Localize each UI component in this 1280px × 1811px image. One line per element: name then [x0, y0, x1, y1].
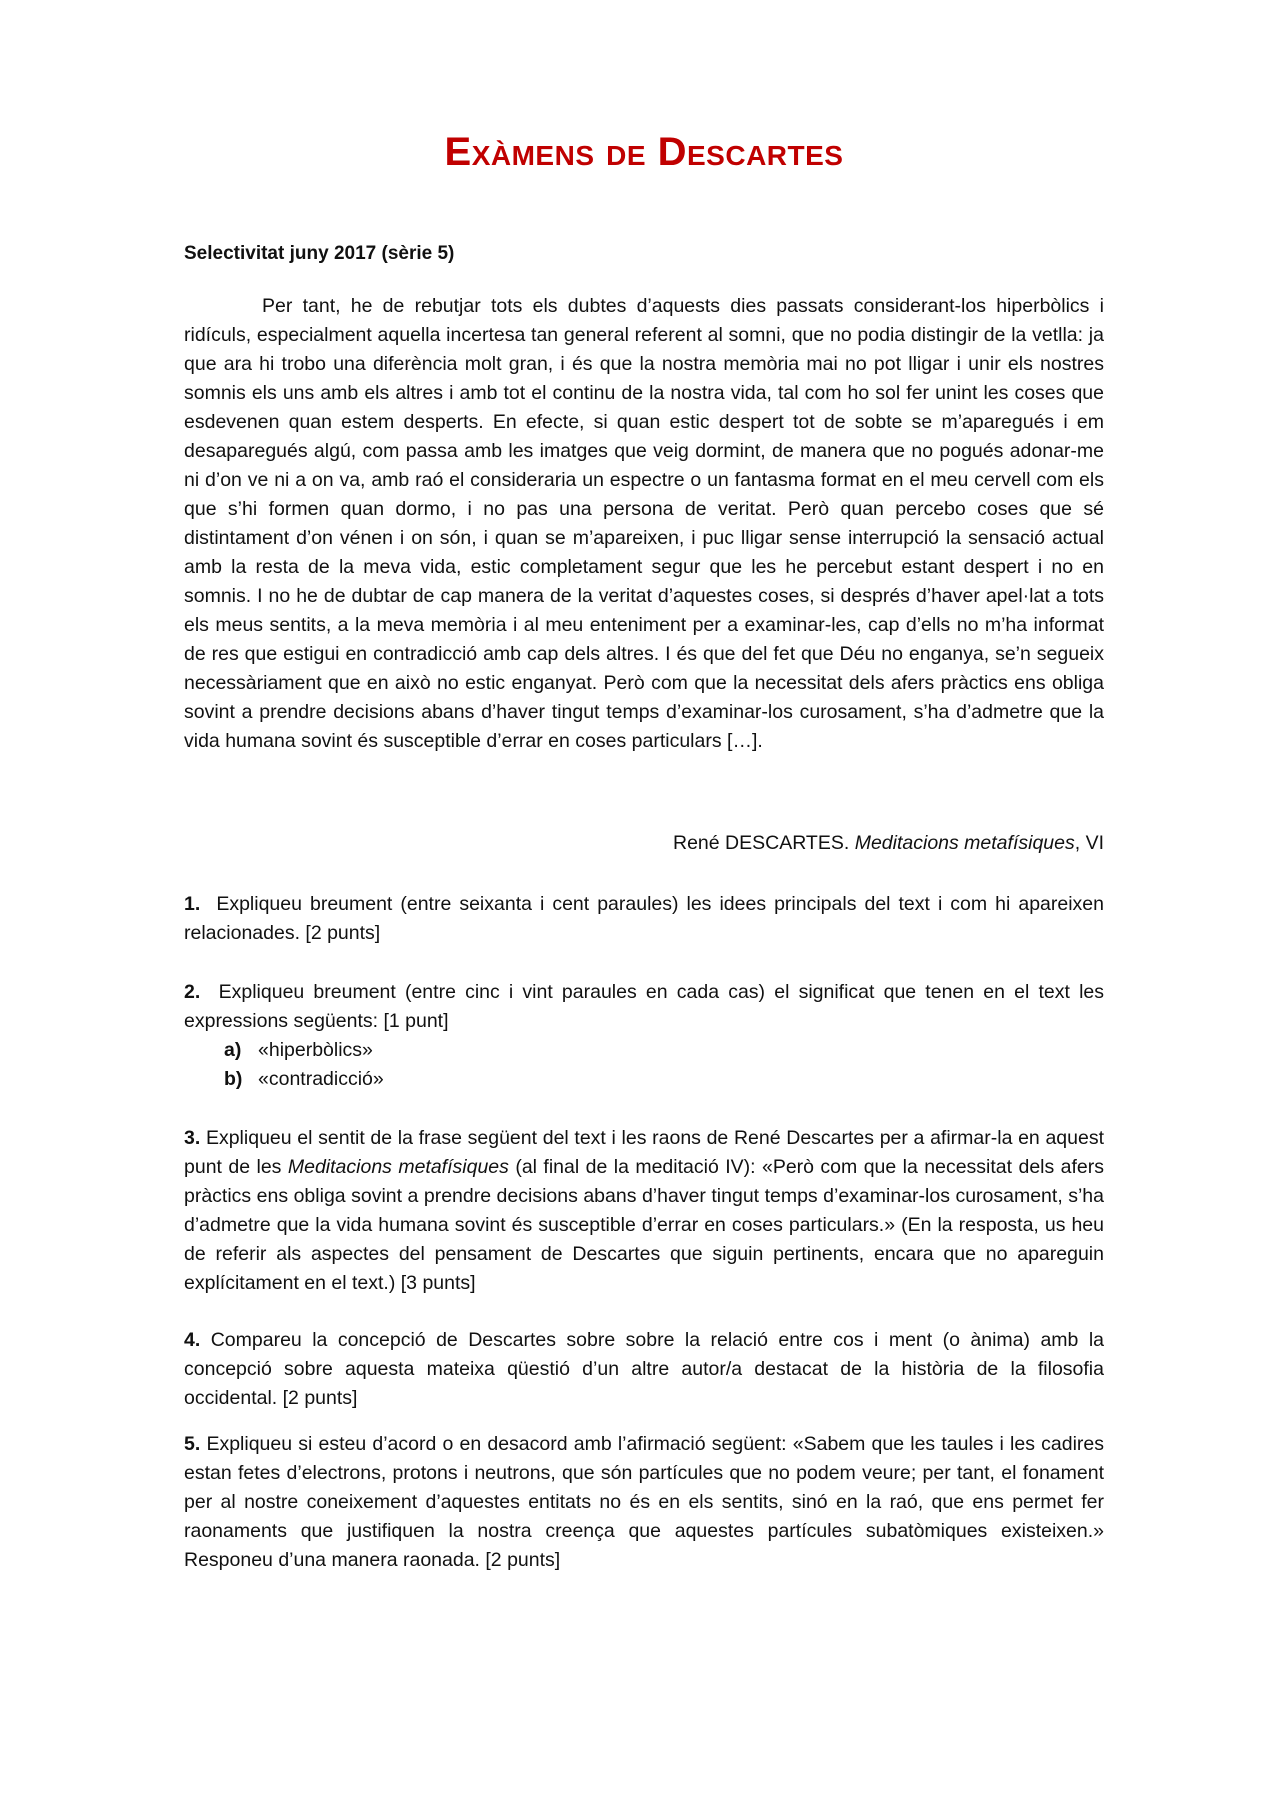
question-text: Expliqueu si esteu d’acord o en desacord amb l’afirmació següent: «Sabem que les taules i les cadires estan fetes d’electrons, protons i neutrons, que són partícules que no podem veure; per tant, el fonament per al nostre coneixement d’aquestes entitats no és en els sentits, sinó en la raó, que ens permet fer raonaments que justifiquen la nostra creença que aquestes partícules subatòmiques existeixen.» Responeu d’una manera raonada. [2 punts]: [184, 1433, 1104, 1571]
question-5: [184, 1430, 1104, 1575]
question-text-after: (al final de la meditació IV): «Però com que la necessitat dels afers pràctics ens obliga sovint a prendre decisions abans d’haver tingut temps d’examinar-los curosament, s’ha d’admetre que la vida humana sovint és susceptible d’errar en coses particulars.» (En la resposta, us heu de referir als aspectes del pensament de Descartes que siguin pertinents, encara que no apareguin explícitament en el text.) [3 punts]: [184, 1156, 1105, 1294]
citation: [673, 832, 1104, 855]
citation-author: René DESCARTES.: [672, 832, 850, 854]
document-title: Exàmens de Descartes: [444, 130, 844, 174]
question-text-before: Expliqueu el sentit de la frase següent del text i les raons de René Descartes per a afirmar-la en aquest punt de les: [184, 1127, 1104, 1178]
exam-heading: Selectivitat juny 2017 (sèrie 5): [184, 243, 455, 264]
question-number: 5.: [184, 1433, 201, 1455]
question-2: [184, 978, 1104, 1094]
question-text: Expliqueu breument (entre cinc i vint paraules en cada cas) el significat que tenen en el text les expressions següents: [1 punt]: [184, 981, 1104, 1032]
question-number: 1.: [184, 893, 201, 915]
list-item: [224, 1065, 1104, 1094]
item-text: «hiperbòlics»: [258, 1039, 373, 1061]
item-label: b): [224, 1068, 243, 1090]
item-text: «contradicció»: [258, 1068, 384, 1090]
passage-text: Per tant, he de rebutjar tots els dubtes d’aquests dies passats considerant-los hiperbòlics i ridículs, especialment aquella incertesa tan general referent al somni, que no podia distingir de la vetlla: ja que ara hi trobo una diferència molt gran, i és que la nostra memòria mai no pot lligar i unir els nostres somnis els uns amb els altres i amb tot el continu de la nostra vida, tal com ho sol fer unint les coses que esdevenen quan estem desperts. En efecte, si quan estic despert tot de sobte se m’aparegués i em desaparegués algú, com passa amb les imatges que veig dormint, de manera que no pogués adonar-me ni d’on ve ni a on va, amb raó el consideraria un espectre o un fantasma format en el meu cervell com els que s’hi formen quan dormo, i no pas una persona de veritat. Però quan percebo coses que sé distintament d’on vénen i on són, i quan se m’apareixen, i puc lligar sense interrupció la sensació actual amb la resta de la meva vida, estic completament segur que les he percebut estant despert i no en somnis. I no he de dubtar de cap manera de la veritat d’aquestes coses, si després d’haver apel·lat a tots els meus sentits, a la meva memòria i al meu enteniment per a examinar-les, cap d’ells no m’ha informat de res que estigui en contradicció amb cap dels altres. I és que del fet que Déu no enganya, se’n segueix necessàriament que en això no estic enganyat. Però com que la necessitat dels afers pràctics ens obliga sovint a prendre decisions abans d’haver tingut temps d’examinar-los curosament, s’ha d’admetre que la vida humana sovint és susceptible d’errar en coses particulars […].: [184, 295, 1104, 752]
question-4: [184, 1326, 1104, 1413]
document-page: [184, 0, 1104, 1811]
question-number: 4.: [184, 1329, 201, 1351]
question-number: 2.: [184, 981, 201, 1003]
citation-section: , VI: [1074, 832, 1104, 854]
question-2-items: [184, 1036, 1104, 1094]
question-1: [184, 890, 1104, 948]
question-number: 3.: [184, 1127, 201, 1149]
question-text: Compareu la concepció de Descartes sobre sobre la relació entre cos i ment (o ànima) amb la concepció sobre aquesta mateixa qüestió d’un altre autor/a destacat de la història de la filosofia occidental. [2 punts]: [184, 1329, 1105, 1409]
question-work-title: Meditacions metafísiques: [287, 1156, 509, 1178]
question-3: [184, 1124, 1104, 1298]
citation-work: Meditacions metafísiques: [854, 832, 1075, 854]
item-label: a): [224, 1039, 242, 1061]
question-text: Expliqueu breument (entre seixanta i cent paraules) les idees principals del text i com hi apareixen relacionades. [2 punts]: [184, 893, 1104, 944]
list-item: [224, 1036, 1104, 1065]
